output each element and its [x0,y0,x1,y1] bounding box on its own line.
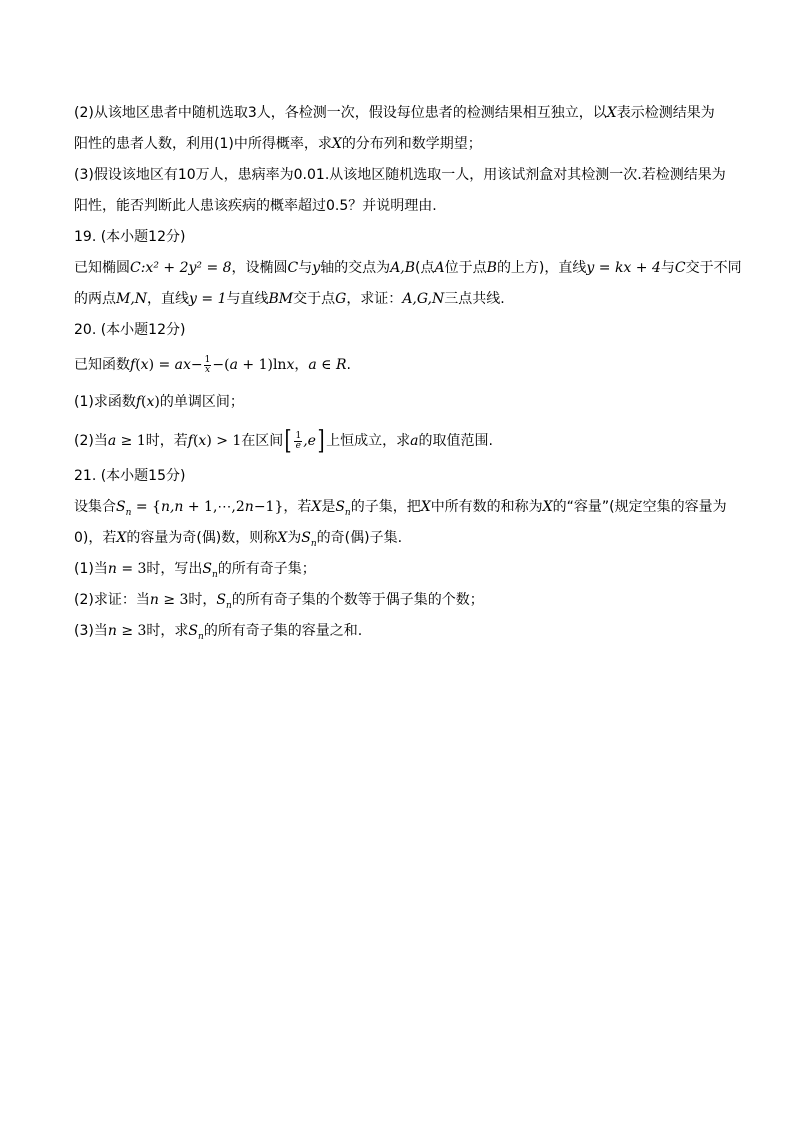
q20-header [74,320,185,340]
text: (1)当 [74,561,108,577]
text: (3)假设该地区有10万人，患病率为0.01.从该地区随机选取一人，用该试剂盒对其检测一次.若检测结果为 [74,167,726,183]
math-X: X [331,136,342,152]
text: 三点共线. [444,291,505,307]
math-Sn: $S_n$ [216,592,232,611]
text: 的所有奇子集的个数等于偶子集的个数； [231,592,484,608]
math-C: C [674,260,686,276]
q21-line2 [74,528,402,554]
text: 的“容量”(规定空集的容量为 [552,499,727,515]
math-X: X [116,530,127,546]
q21-line1: 设集合$S_n = \{n,n$ + 1,⋯,2n−1}，若X是$S_n$的子集，把X中所有数的和称为X的“容量”(规定空集的容量为 [74,499,727,518]
math-n-eq-3: n [107,561,117,577]
q19-line1 [74,258,742,278]
math-y: y [312,260,321,276]
bracket-left: [ [284,426,292,456]
text: 轴的交点为 [320,260,391,276]
text: 的上方)，直线 [496,260,587,276]
text: 的奇(偶)子集. [316,530,403,546]
text: 上恒成立，求 [326,433,411,449]
q21-part3: (3)当n ≥ 3时，求$S_n$的所有奇子集的容量之和. [74,623,363,642]
q21-part2: (2)求证：当n ≥ 3时，$S_n$的所有奇子集的个数等于偶子集的个数； [74,592,484,611]
text: (2)从该地区患者中随机选取3人，各检测一次，假设每位患者的检测结果相互独立，以 [74,105,607,121]
text: 的容量为奇(偶)数，则称 [126,530,278,546]
math-AGN: A,G,N [402,291,445,307]
math-AB: A,B [390,260,416,276]
text: 已知椭圆 [74,260,130,276]
text: (1)求函数 [74,394,136,410]
math-Sn: $S_n$ [301,530,317,549]
ellipse-equation: C:x² + 2y² = 8 [130,260,232,276]
math-X: X [606,105,617,121]
text: 的所有奇子集； [217,561,316,577]
text: 表示检测结果为 [616,105,715,121]
text: 的两点 [74,291,116,307]
text: 的子集，把 [350,499,421,515]
bracket-right: ] [317,426,325,456]
text: 阳性，能否判断此人患该疾病的概率超过0.5？并说明理由. [74,198,437,214]
question-header: 19. (本小题12分) [74,229,186,245]
math-fx: f [135,394,142,410]
math-B: B [486,260,497,276]
q18-part3-line1 [74,165,726,185]
text: 是 [321,499,336,515]
text: 与直线 [226,291,269,307]
text: 与 [660,260,675,276]
text: 交于点 [293,291,336,307]
math-BM: BM [268,291,294,307]
q21-part1: (1)当n = 3时，写出$S_n$的所有奇子集； [74,561,316,580]
line-equation: y = 1 [189,291,227,307]
math-MN: M,N [116,291,148,307]
text: 的分布列和数学期望； [341,136,482,152]
text: 已知函数 [74,357,130,373]
math-X: X [277,530,288,546]
text: 时， [188,592,217,608]
text: (2)当 [74,433,108,449]
text: 0)，若 [74,530,117,546]
math-Sn: $S_n$ [188,623,204,642]
math-function: f [130,357,136,373]
text: 为 [287,530,302,546]
text: 的单调区间； [159,394,244,410]
line-equation: y = kx + 4 [586,260,661,276]
text: 的取值范围. [418,433,493,449]
text: 中所有数的和称为 [430,499,543,515]
text: 位于点 [444,260,487,276]
text: 时，若 [145,433,188,449]
question-header: 21. (本小题15分) [74,468,186,484]
math-a: a [410,433,419,449]
text: ，求证： [346,291,403,307]
text: (点 [415,260,435,276]
q20-part2: (2)当a ≥ 1时，若f(x) > 1在区间[ $\frac{1}{e}$ ,e] 上恒成立，求a的取值范围. [74,426,493,456]
inequality: f [187,433,193,449]
text: 时，求 [146,623,189,639]
text: 设集合 [74,499,116,515]
text: 与 [298,260,313,276]
q18-part2-line1 [74,103,715,123]
set-definition: $S_n$ [116,499,132,518]
condition-a: a [107,433,117,449]
math-A: A [434,260,445,276]
math-X: X [311,499,322,515]
text: (2)求证：当 [74,592,150,608]
text: 阳性的患者人数，利用(1)中所得概率，求 [74,136,332,152]
text: ，直线 [147,291,190,307]
math-n-ge-3: n [107,623,117,639]
math-G: G [335,291,347,307]
math-n-ge-3: n [149,592,159,608]
q18-part3-line2 [74,196,437,216]
text: 在区间 [241,433,284,449]
q20-part1: (1)求函数f(x)的单调区间； [74,394,244,410]
math-X: X [420,499,431,515]
domain: a ∈ R [308,357,347,373]
q19-header [74,227,185,247]
text: ，设椭圆 [231,260,288,276]
q19-line2 [74,289,505,309]
math-X: X [542,499,553,515]
fraction-1-over-x: $\frac{1}{x}$ [204,354,211,375]
text: ， [294,357,309,373]
q18-part2-line2 [74,134,482,154]
text: 的所有奇子集的容量之和. [203,623,363,639]
math-C: C [287,260,299,276]
text: 时，写出 [146,561,203,577]
q21-header [74,466,185,486]
text: (3)当 [74,623,108,639]
q20-line1: 已知函数f(x) = ax− $\frac{1}{x}$ −(a + 1)lnx，a ∈ R. [74,354,351,375]
math-Sn: $S_n$ [335,499,351,518]
text: ，若 [283,499,312,515]
fraction-1-over-e: $\frac{1}{e}$ [295,430,302,451]
math-Sn: $S_n$ [202,561,218,580]
text: 交于不同 [685,260,742,276]
question-header: 20. (本小题12分) [74,322,186,338]
